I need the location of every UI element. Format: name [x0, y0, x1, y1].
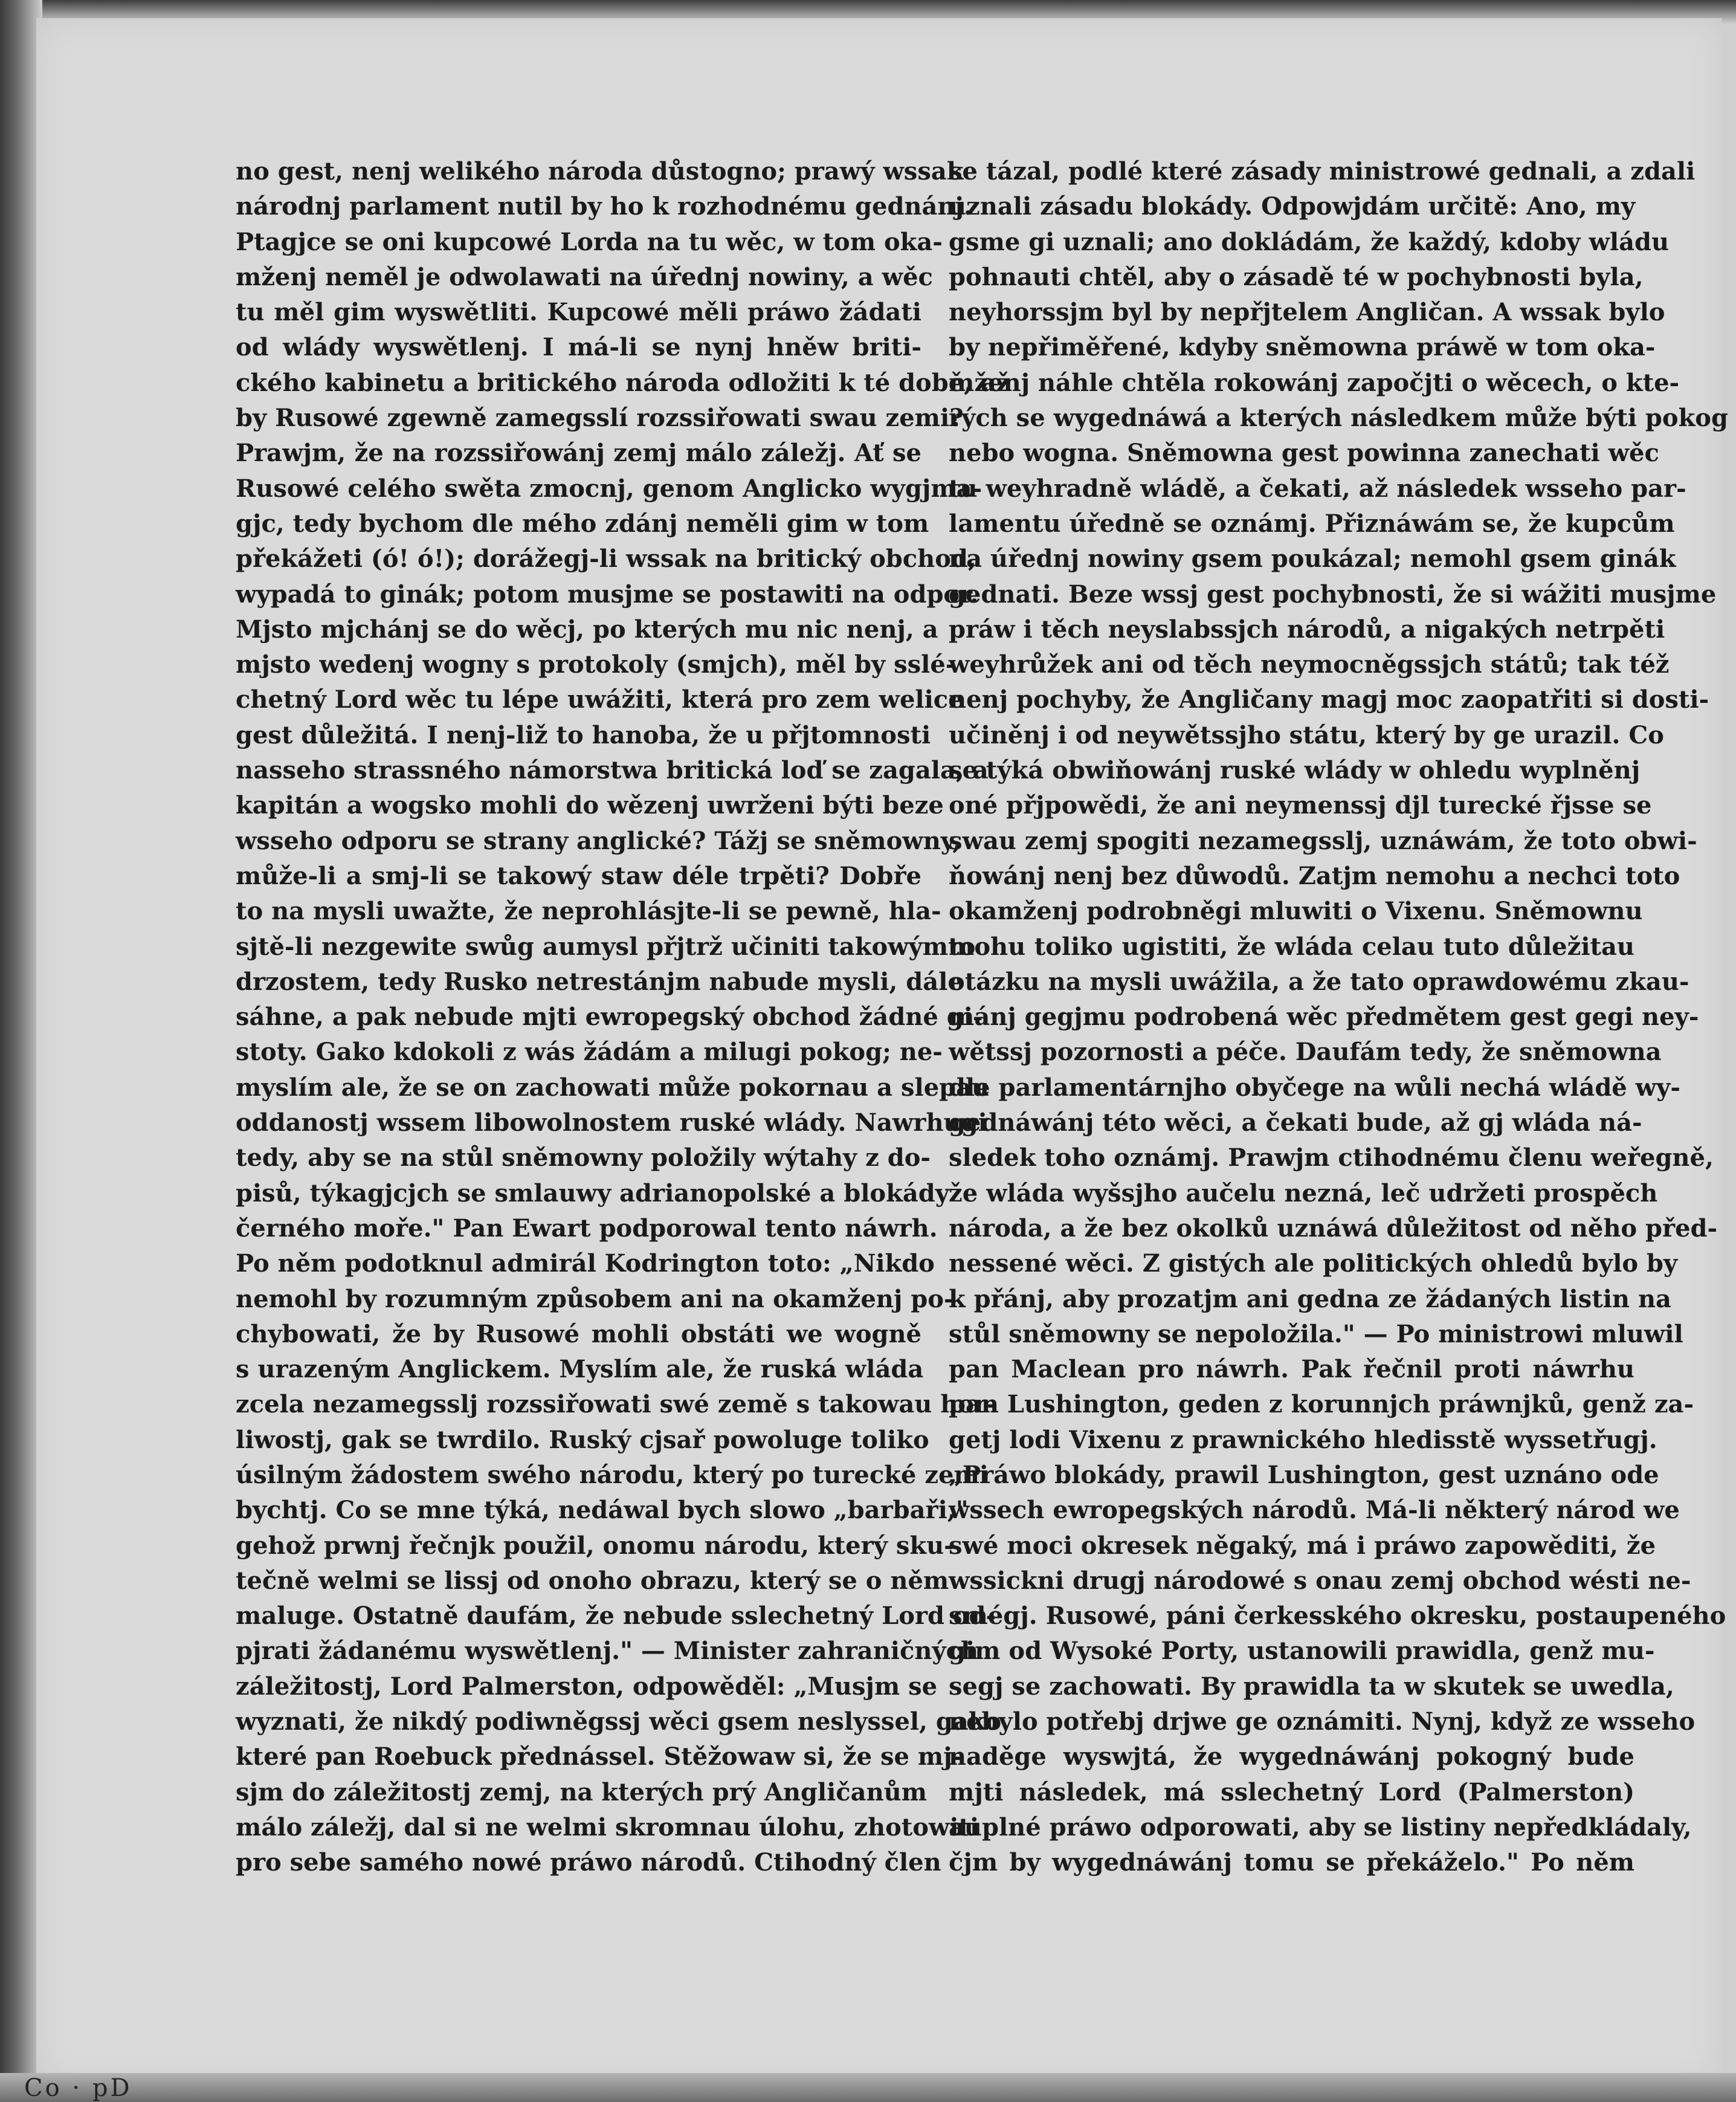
text-line: sledek toho oznámj. Prawjm ctihodnému členu weřegně, — [949, 1143, 1714, 1172]
text-line: maluge. Ostatně daufám, že nebude sslechetný Lord od- — [236, 1602, 996, 1631]
text-line: wsseho odporu se strany anglické? Tážj se sněmowny, — [236, 826, 961, 855]
text-line: chybowati, že by Rusowé mohli obstáti we wogně — [236, 1319, 921, 1348]
text-line: smégj. Rusowé, páni čerkesského okresku, postaupeného — [949, 1602, 1726, 1631]
text-line: nebo wogna. Sněmowna gest powinna zanechati wěc — [949, 439, 1659, 468]
text-line: wětssj pozornosti a péče. Daufám tedy, že sněmowna — [949, 1038, 1662, 1067]
text-column-right — [949, 154, 1728, 1881]
text-line: ckého kabinetu a britického národa odložiti k té době, až — [236, 368, 1010, 397]
text-line: nenj pochyby, že Angličany magj moc zaopatřiti si dosti- — [949, 685, 1709, 714]
text-line: to na mysli uwažte, že neprohlásjte-li se pewně, hla- — [236, 897, 941, 926]
text-line: gednati. Beze wssj gest pochybnosti, že si wážiti musjme — [949, 580, 1717, 609]
text-line: tečně welmi se lissj od onoho obrazu, který se o něm — [236, 1566, 949, 1595]
text-line: nasseho strassného námorstwa britická loď se zagala, a — [236, 756, 989, 785]
text-line: stůl sněmowny se nepoložila." — Po ministrowi mluwil — [949, 1319, 1683, 1348]
text-line: rých se wygednáwá a kterých následkem může býti pokog — [949, 404, 1728, 433]
text-column-left — [236, 154, 1010, 1881]
text-line: liwostj, gak se twrdilo. Ruský cjsař powoluge toliko — [236, 1425, 929, 1454]
text-line: nebylo potřebj drjwe ge oznámiti. Nynj, když ze wsseho — [949, 1707, 1696, 1736]
text-line: okamženj podrobněgi mluwiti o Vixenu. Sněmownu — [949, 897, 1643, 926]
text-line: getj lodi Vixenu z prawnického hledisstě wyssetřugj. — [949, 1425, 1657, 1454]
text-line: pjrati žádanému wyswětlenj." — Minister zahraničných — [236, 1637, 979, 1666]
text-line: národa, a že bez okolků uznáwá důležitost od něho před- — [949, 1214, 1718, 1243]
text-line: oné přjpowědi, že ani neymenssj djl turecké řjsse se — [949, 791, 1652, 820]
text-line: neyhorssjm byl by nepřjtelem Angličan. A wssak bylo — [949, 298, 1665, 327]
text-line: kapitán a wogsko mohli do wězenj uwrženi býti beze — [236, 791, 944, 820]
scan-bottom-edge — [0, 2073, 1736, 2102]
text-line: sáhne, a pak nebude mjti ewropegský obchod žádné gi- — [236, 1003, 983, 1032]
bottom-marks: Co · pD — [24, 2074, 132, 2102]
text-line: pro sebe samého nowé práwo národů. Ctihodný člen — [236, 1848, 941, 1877]
text-line: weyhrůžek ani od těch neymocněgssjch států; tak též — [949, 650, 1670, 679]
text-line: gednáwánj této wěci, a čekati bude, až gj wláda ná- — [949, 1108, 1642, 1137]
text-line: Prawjm, že na rozssiřowánj zemj málo záležj. Ať se — [236, 439, 921, 468]
text-line: mženj neměl je odwolawati na úřednj nowiny, a wěc — [236, 262, 933, 291]
text-line: segj se zachowati. By prawidla ta w skutek se uwedla, — [949, 1672, 1674, 1701]
text-line: uznali zásadu blokády. Odpowjdám určitě: Ano, my — [949, 192, 1636, 221]
text-line: ňowánj nenj bez důwodů. Zatjm nemohu a nechci toto — [949, 861, 1680, 890]
text-line: čjm by wygednáwánj tomu se překáželo." Po něm — [949, 1848, 1634, 1877]
text-line: gsme gi uznali; ano dokládám, že každý, kdoby wládu — [949, 227, 1670, 256]
text-line: „Práwo blokády, prawil Lushington, gest uznáno ode — [949, 1460, 1659, 1489]
text-line: úsilným žádostem swého národu, který po turecké zemi — [236, 1460, 989, 1489]
text-line: učiněnj i od neywětssjho státu, který by ge urazil. Co — [949, 720, 1664, 749]
text-line: mženj náhle chtěla rokowánj započjti o wěcech, o kte- — [949, 368, 1680, 397]
text-line: pisů, týkagjcjch se smlauwy adrianopolské a blokády — [236, 1179, 949, 1208]
text-line: myslím ale, že se on zachowati může pokornau a slepau — [236, 1073, 990, 1102]
text-line: wypadá to ginák; potom musjme se postawiti na odpor. — [236, 580, 979, 609]
text-line: by nepřiměřené, kdyby sněmowna práwě w tom oka- — [949, 333, 1656, 362]
text-line: Ptagjce se oni kupcowé Lorda na tu wěc, w tom oka- — [236, 227, 943, 256]
text-line: které pan Roebuck přednássel. Stěžowaw si, že se mj- — [236, 1742, 963, 1771]
text-line: oddanostj wssem libowolnostem ruské wlády. Nawrhugi — [236, 1108, 987, 1137]
text-line: bychtj. Co se mne týká, nedáwal bych slowo „barbaři," — [236, 1496, 969, 1525]
text-line: swé moci okresek něgaký, má i práwo zapowěditi, že — [949, 1531, 1656, 1560]
text-line: překážeti (ó! ó!); dorážegj-li wssak na britický obchod, — [236, 545, 976, 574]
text-line: swau zemj spogiti nezamegsslj, uznáwám, že toto obwi- — [949, 826, 1697, 855]
text-line: drzostem, tedy Rusko netrestánjm nabude mysli, dále — [236, 967, 963, 996]
text-line: mjsto wedenj wogny s protokoly (smjch), měl by sslé- — [236, 650, 956, 679]
text-line: no gest, nenj welikého národa důstogno; prawý wssak — [236, 157, 964, 186]
text-line: mohu toliko ugistiti, že wláda celau tuto důležitau — [949, 932, 1634, 961]
text-line: wssech ewropegských národů. Má-li některý národ we — [949, 1496, 1680, 1525]
text-line: naděge wyswjtá, že wygednáwánj pokogný bude — [949, 1742, 1634, 1771]
text-line: Mjsto mjchánj se do wěcj, po kterých mu nic nenj, a — [236, 615, 938, 644]
text-line: může-li a smj-li se takowý staw déle trpěti? Dobře — [236, 861, 921, 890]
text-line: záležitostj, Lord Palmerston, odpowěděl: „Musjm se — [236, 1672, 938, 1701]
text-line: tu měl gim wyswětliti. Kupcowé měli práwo žádati — [236, 298, 921, 327]
text-line: pohnauti chtěl, aby o zásadě té w pochybnosti byla, — [949, 262, 1644, 291]
text-line: že wláda wyšsjho aučelu nezná, leč udržeti prospěch — [949, 1179, 1658, 1208]
text-line: sjm do záležitostj zemj, na kterých prý Angličanům — [236, 1777, 928, 1806]
text-line: stoty. Gako kdokoli z wás žádám a milugi pokog; ne- — [236, 1038, 943, 1067]
text-line: Rusowé celého swěta zmocnj, genom Anglicko wygjma- — [236, 474, 983, 503]
text-line: se týká obwiňowánj ruské wlády w ohledu wyplněnj — [949, 756, 1641, 785]
text-line: otázku na mysli uwážila, a že tato oprawdowému zkau- — [949, 967, 1689, 996]
text-line: s urazeným Anglickem. Myslím ale, že ruská wláda — [236, 1355, 924, 1384]
text-line: od wlády wyswětlenj. I má-li se nynj hněw briti- — [236, 333, 921, 362]
text-line: mánj gegjmu podrobená wěc předmětem gest gegi ney- — [949, 1003, 1699, 1032]
text-line: černého moře." Pan Ewart podporowal tento náwrh. — [236, 1214, 938, 1243]
text-line: mjti následek, má sslechetný Lord (Palmerston) — [949, 1777, 1634, 1806]
text-line: gjc, tedy bychom dle mého zdánj neměli gim w tom — [236, 509, 929, 538]
text-line: wyznati, že nikdý podiwněgssj wěci gsem neslyssel, gako — [236, 1707, 1002, 1736]
text-line: chetný Lord wěc tu lépe uwážiti, která pro zem welice — [236, 685, 964, 714]
text-line: tu weyhradně wládě, a čekati, až následek wsseho par- — [949, 474, 1686, 503]
text-line: pan Lushington, geden z korunnjch práwnjků, genž za- — [949, 1390, 1694, 1419]
text-line: gest důležitá. I nenj-liž to hanoba, že u přjtomnosti — [236, 720, 931, 749]
text-line: wssickni drugj národowé s onau zemj obchod wésti ne- — [949, 1566, 1691, 1595]
text-line: gehož prwnj řečnjk použil, onomu národu, který sku- — [236, 1531, 954, 1560]
text-line: národnj parlament nutil by ho k rozhodnému gednánj. — [236, 192, 972, 221]
text-line: gim od Wysoké Porty, ustanowili prawidla, genž mu- — [949, 1637, 1655, 1666]
text-line: dle parlamentárnjho obyčege na wůli nechá wládě wy- — [949, 1073, 1680, 1102]
text-line: zcela nezamegsslj rozssiřowati swé země s takowau hor- — [236, 1390, 997, 1419]
text-line: tedy, aby se na stůl sněmowny položily wýtahy z do- — [236, 1143, 931, 1172]
text-line: sjtě-li nezgewite swůg aumysl přjtrž učiniti takowýmto — [236, 932, 976, 961]
text-line: Po něm podotknul admirál Kodrington toto: „Nikdo — [236, 1249, 935, 1278]
text-line: na úřednj nowiny gsem poukázal; nemohl gsem ginák — [949, 545, 1676, 574]
text-line: pan Maclean pro náwrh. Pak řečnil proti náwrhu — [949, 1355, 1634, 1384]
text-line: by Rusowé zgewně zamegsslí rozssiřowati swau zemi? — [236, 404, 964, 433]
text-line: nessené wěci. Z gistých ale politických ohledů bylo by — [949, 1249, 1678, 1278]
text-line: se tázal, podlé které zásady ministrowé gednali, a zdali — [949, 157, 1696, 186]
text-line: práw i těch neyslabssjch národů, a nigakých netrpěti — [949, 615, 1665, 644]
text-line: k přánj, aby prozatjm ani gedna ze žádaných listin na — [949, 1284, 1671, 1313]
text-line: nemohl by rozumným způsobem ani na okamženj po- — [236, 1284, 954, 1313]
text-line: lamentu úředně se oznámj. Přiznáwám se, že kupcům — [949, 509, 1675, 538]
text-line: málo záležj, dal si ne welmi skromnau úlohu, zhotowiti — [236, 1813, 979, 1842]
text-line: auplné práwo odporowati, aby se listiny nepředkládaly, — [949, 1813, 1692, 1842]
